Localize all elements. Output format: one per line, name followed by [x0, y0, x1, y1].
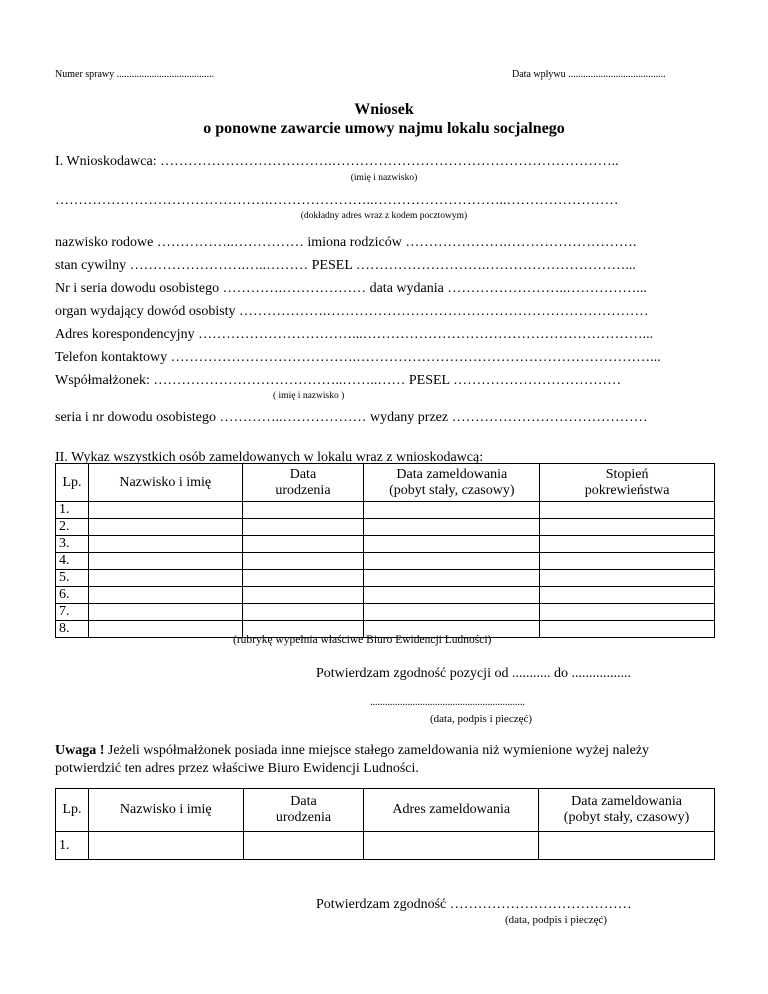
birth-date-cell[interactable] [242, 587, 364, 604]
table-row [56, 604, 715, 621]
row-number: 6. [56, 587, 89, 604]
row-number: 2. [56, 519, 89, 536]
row-number: 4. [56, 553, 89, 570]
registration-cell[interactable] [364, 519, 540, 536]
row-number: 8. [56, 621, 89, 638]
correspondence-address-field[interactable]: Adres korespondencyjny ……………………………...……………………………………………………... [55, 327, 654, 342]
registration-cell[interactable] [364, 604, 540, 621]
section2-heading: II. Wykaz wszystkich osób zameldowanych w lokalu wraz z wnioskodawcą: [55, 450, 484, 465]
applicant-name-field[interactable]: I. Wnioskodawca: ……………………………….…………………………………………………….. [55, 154, 619, 169]
applicant-address-hint: (dokładny adres wraz z kodem pocztowym) [300, 211, 468, 221]
warning-label: Uwaga ! [55, 743, 105, 758]
row-number: 5. [56, 570, 89, 587]
col-lp: Lp. [56, 464, 89, 502]
case-number-field[interactable]: Numer sprawy ....................................... [55, 69, 215, 80]
col-registration-date-label: Data zameldowania (pobyt stały, czasowy) [389, 466, 515, 498]
birth-date-cell[interactable] [242, 519, 364, 536]
spouse-table-header-row [56, 789, 715, 832]
col-birth-date-label: Data urodzenia [275, 794, 332, 825]
registration-cell[interactable] [364, 502, 540, 519]
table-row [56, 536, 715, 553]
birth-date-cell[interactable] [242, 536, 364, 553]
warning-line1 [55, 743, 649, 759]
col-address: Adres zameldowania [364, 789, 539, 832]
civil-status-field[interactable]: stan cywilny …………………….…..……… PESEL ……………………….…………………………... [55, 258, 636, 273]
confirm-field[interactable]: Potwierdzam zgodność ………………………………… [316, 897, 632, 912]
receipt-date-field[interactable]: Data wpływu ....................................... [512, 69, 666, 80]
row-number: 1. [56, 832, 89, 860]
registration-cell[interactable] [539, 832, 715, 860]
confirm-positions-field[interactable]: Potwierdzam zgodność pozycji od ........... do ................. [316, 666, 631, 681]
registration-cell[interactable] [364, 536, 540, 553]
warning-line2: potwierdzić ten adres przez właściwe Biuro Ewidencji Ludności. [55, 761, 419, 776]
col-relationship [540, 464, 715, 502]
birth-date-cell[interactable] [242, 553, 364, 570]
registration-cell[interactable] [364, 587, 540, 604]
relationship-cell[interactable] [540, 502, 715, 519]
col-birth-date-label: Data urodzenia [275, 466, 331, 498]
name-cell[interactable] [88, 536, 242, 553]
table-row [56, 832, 715, 860]
birth-date-cell[interactable] [242, 570, 364, 587]
birth-date-cell[interactable] [243, 832, 364, 860]
address-cell[interactable] [364, 832, 539, 860]
form-title: Wniosek [354, 101, 414, 118]
col-birth-date [242, 464, 364, 502]
table-row [56, 553, 715, 570]
birth-date-cell[interactable] [242, 502, 364, 519]
col-relationship-label: Stopień pokrewieństwa [584, 466, 670, 498]
row-number: 1. [56, 502, 89, 519]
relationship-cell[interactable] [540, 519, 715, 536]
id-number-field[interactable]: Nr i seria dowodu osobistego ………….……………… data wydania ……………………..……………... [55, 281, 647, 296]
col-registration-date [539, 789, 715, 832]
relationship-cell[interactable] [540, 553, 715, 570]
table-row [56, 587, 715, 604]
col-birth-date [243, 789, 364, 832]
col-lp: Lp. [56, 789, 89, 832]
signature-hint: (data, podpis i pieczęć) [430, 713, 533, 725]
relationship-cell[interactable] [540, 621, 715, 638]
col-registration-date-label: Data zameldowania (pobyt stały, czasowy) [563, 794, 690, 825]
table-row [56, 519, 715, 536]
spouse-id-field[interactable]: seria i nr dowodu osobistego …………..……………… wydany przez …………………………………… [55, 410, 648, 425]
residents-table [55, 463, 715, 638]
table-row [56, 502, 715, 519]
name-cell[interactable] [88, 502, 242, 519]
warning-text: Jeżeli współmałżonek posiada inne miejsce stałego zameldowania niż wymienione wyżej należy [104, 743, 650, 758]
applicant-name-hint: (imię i nazwisko) [350, 173, 418, 183]
maiden-name-field[interactable]: nazwisko rodowe ……………..…………… imiona rodziców ………………….………………………. [55, 235, 637, 250]
relationship-cell[interactable] [540, 570, 715, 587]
name-cell[interactable] [88, 519, 242, 536]
residents-table-note: (rubrykę wypełnia właściwe Biuro Ewidencji Ludności) [233, 634, 492, 646]
spouse-field[interactable]: Współmałżonek: …………………………………..……..…… PESEL ……………………………… [55, 373, 622, 388]
birth-date-cell[interactable] [242, 604, 364, 621]
residents-header-row [56, 464, 715, 502]
relationship-cell[interactable] [540, 536, 715, 553]
phone-field[interactable]: Telefon kontaktowy ………………………………….………………………………………………………... [55, 350, 661, 365]
col-name: Nazwisko i imię [88, 789, 243, 832]
spouse-address-table [55, 788, 715, 860]
row-number: 3. [56, 536, 89, 553]
name-cell[interactable] [88, 570, 242, 587]
name-cell[interactable] [88, 604, 242, 621]
name-cell[interactable] [88, 587, 242, 604]
applicant-address-field[interactable]: ……………………………………….…………………..………………………..…………………… [55, 193, 619, 208]
col-name: Nazwisko i imię [88, 464, 242, 502]
spouse-hint: ( imię i nazwisko ) [273, 391, 345, 401]
signature-hint-2: (data, podpis i pieczęć) [505, 914, 608, 926]
form-subtitle: o ponowne zawarcie umowy najmu lokalu socjalnego [203, 120, 565, 137]
table-row [56, 570, 715, 587]
relationship-cell[interactable] [540, 587, 715, 604]
row-number: 7. [56, 604, 89, 621]
id-authority-field[interactable]: organ wydający dowód osobisty ……………….…………………………………………………………… [55, 304, 649, 319]
name-cell[interactable] [88, 553, 242, 570]
col-registration-date [364, 464, 540, 502]
name-cell[interactable] [88, 832, 243, 860]
registration-cell[interactable] [364, 553, 540, 570]
relationship-cell[interactable] [540, 604, 715, 621]
name-cell[interactable] [88, 621, 242, 638]
registration-cell[interactable] [364, 570, 540, 587]
signature-line[interactable]: .............................................................. [370, 697, 525, 708]
